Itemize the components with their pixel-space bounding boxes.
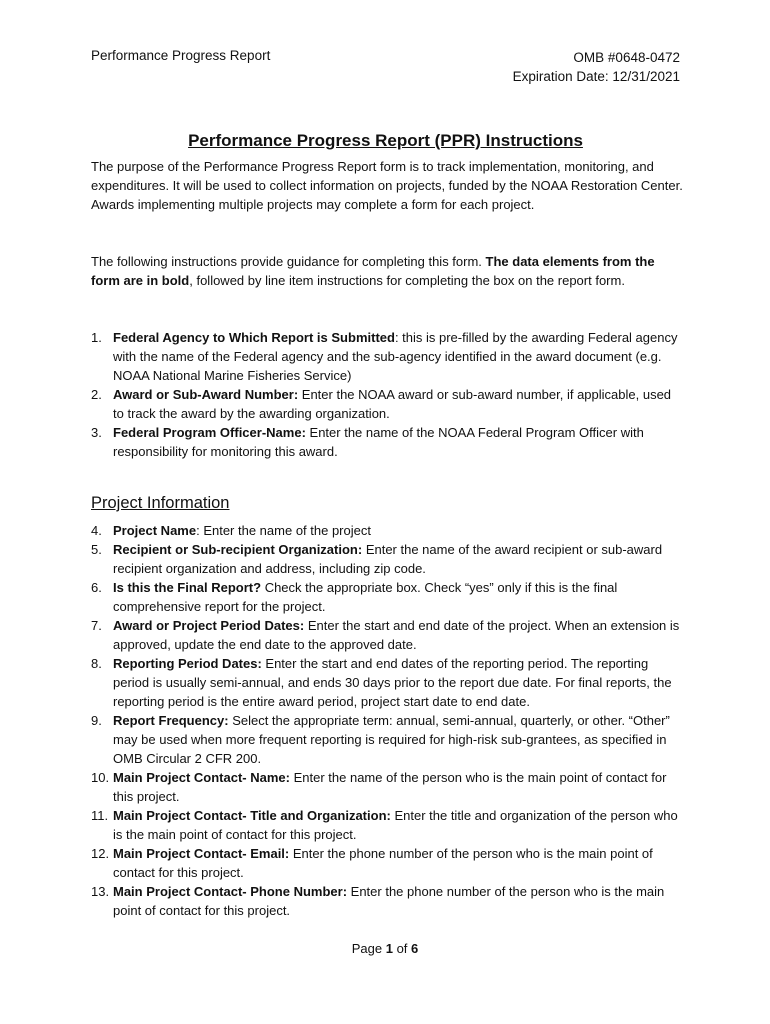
item-number: 1. [91, 330, 102, 345]
intro-paragraph-purpose: The purpose of the Performance Progress Report form is to track implementation, monitoring, and expenditures. It will be used to collect information on projects, funded by the NOAA Restoration Center. Awards implementing multiple projects may complete a form for each project. [91, 159, 683, 212]
list-item [91, 328, 683, 385]
item-field-name: Reporting Period Dates: [113, 656, 262, 671]
item-field-name: Is this the Final Report? [113, 580, 262, 595]
item-number: 2. [91, 387, 102, 402]
item-instruction: Enter the name of the person who is the main point of contact for this project. [113, 770, 667, 804]
item-number: 3. [91, 425, 102, 440]
instruction-list-general [91, 328, 683, 461]
section-heading-project-information: Project Information [91, 494, 230, 512]
list-item [91, 616, 683, 654]
item-field-name: Award or Project Period Dates: [113, 618, 305, 633]
guidance-lead: The following instructions provide guidance for completing this form. [91, 254, 486, 269]
item-instruction: Enter the start and end dates of the reporting period. The reporting period is usually semi-annual, and ends 30 days prior to the report due date. For final reports, the reporting period is the entire award period, project start date to end date. [113, 656, 672, 709]
item-number: 5. [91, 542, 102, 557]
item-field-name: Main Project Contact- Name: [113, 770, 290, 785]
item-field-name: Main Project Contact- Phone Number: [113, 884, 348, 899]
footer-page-number: 1 [385, 941, 393, 956]
item-instruction: Enter the name of the award recipient or sub-award recipient organization and address, including zip code. [113, 542, 663, 576]
intro-paragraph-guidance [91, 252, 683, 290]
item-field-name: Federal Program Officer-Name: [113, 425, 306, 440]
item-field-name: Project Name [113, 523, 197, 538]
list-item [91, 540, 683, 578]
header-omb-number: OMB #0648-0472 [573, 50, 680, 65]
item-number: 13. [91, 884, 110, 899]
item-number: 9. [91, 713, 102, 728]
header-report-name: Performance Progress Report [91, 48, 271, 63]
list-item [91, 578, 683, 616]
item-number: 12. [91, 846, 110, 861]
page-title: Performance Progress Report (PPR) Instructions [188, 131, 583, 150]
item-number: 6. [91, 580, 102, 595]
footer-page-word: Page [351, 941, 386, 956]
item-number: 4. [91, 523, 102, 538]
item-instruction: Enter the title and organization of the person who is the main point of contact for this project. [113, 808, 678, 842]
item-number: 11. [91, 808, 109, 823]
guidance-bold: The data elements from the form are in bold [91, 254, 655, 288]
list-item [91, 711, 683, 768]
header-expiration-date: Expiration Date: 12/31/2021 [512, 69, 680, 84]
footer-page-total: 6 [411, 941, 419, 956]
item-field-name: Recipient or Sub-recipient Organization: [113, 542, 363, 557]
guidance-tail: , followed by line item instructions for completing the box on the report form. [189, 273, 625, 288]
item-number: 10. [91, 770, 110, 785]
list-item [91, 385, 683, 423]
instruction-list-project [91, 521, 683, 920]
item-instruction: : Enter the name of the project [196, 523, 371, 538]
list-item [91, 806, 683, 844]
footer-of-word: of [392, 941, 412, 956]
item-field-name: Report Frequency: [113, 713, 229, 728]
list-item [91, 768, 683, 806]
item-number: 8. [91, 656, 102, 671]
item-field-name: Award or Sub-Award Number: [113, 387, 299, 402]
item-number: 7. [91, 618, 102, 633]
list-item [91, 521, 683, 540]
item-field-name: Federal Agency to Which Report is Submitted [113, 330, 395, 345]
item-instruction: Enter the phone number of the person who is the main point of contact for this project. [113, 846, 653, 880]
item-instruction: Enter the name of the NOAA Federal Program Officer with responsibility for monitoring this award. [113, 425, 644, 459]
list-item [91, 423, 683, 461]
list-item [91, 654, 683, 711]
item-instruction: Enter the start and end date of the project. When an extension is approved, update the end date to the approved date. [113, 618, 680, 652]
item-field-name: Main Project Contact- Email: [113, 846, 290, 861]
list-item [91, 844, 683, 882]
item-instruction: Enter the phone number of the person who is the main point of contact for this project. [113, 884, 665, 918]
item-field-name: Main Project Contact- Title and Organization: [113, 808, 391, 823]
header-omb-block [513, 48, 680, 86]
list-item [91, 882, 683, 920]
item-instruction: Check the appropriate box. Check “yes” only if this is the final comprehensive report for the project. [113, 580, 618, 614]
page-footer [0, 941, 770, 956]
item-instruction: Select the appropriate term: annual, semi-annual, quarterly, or other. “Other” may be used when more frequent reporting is required for high-risk sub-grantees, as specified in OMB Circular 2 CFR 200. [113, 713, 670, 766]
item-instruction: Enter the NOAA award or sub-award number, if applicable, used to track the award by the awarding organization. [113, 387, 672, 421]
item-instruction: : this is pre-filled by the awarding Federal agency with the name of the Federal agency and the sub-agency identified in the award document (e.g. NOAA National Marine Fisheries Service) [113, 330, 678, 383]
